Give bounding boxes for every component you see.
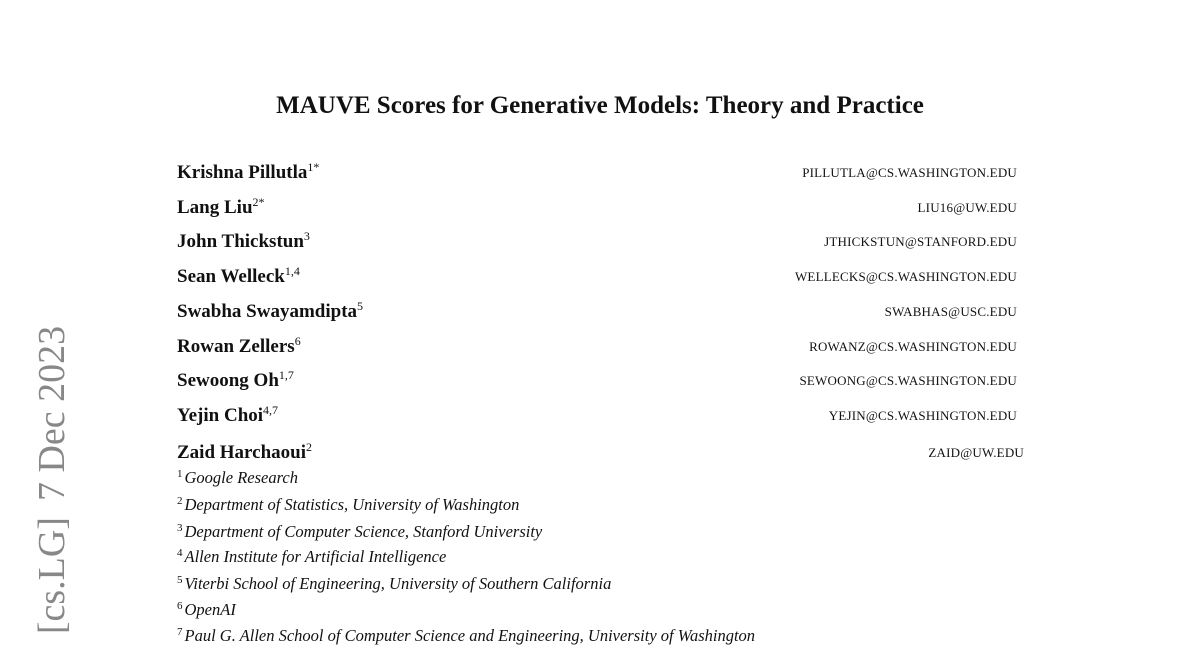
author-affiliation-marker: 1,7 <box>278 368 294 382</box>
author-row <box>177 440 1024 470</box>
author-affiliation-marker: 1* <box>307 160 320 174</box>
affiliation <box>177 522 542 542</box>
author-name-text: Sean Welleck <box>177 266 285 287</box>
author-affiliation-marker: 2 <box>305 440 312 454</box>
affiliation-number: 4 <box>177 547 183 559</box>
author-name <box>177 229 310 253</box>
arxiv-date: 7 Dec 2023 <box>31 325 73 502</box>
author-name-text: Lang Liu <box>177 197 253 218</box>
author-email: LIU16@UW.EDU <box>917 200 1017 215</box>
affiliation-text: OpenAI <box>184 600 236 619</box>
author-affiliation-marker: 3 <box>303 229 310 243</box>
author-affiliation-marker: 4,7 <box>263 403 279 417</box>
author-email: ZAID@UW.EDU <box>928 445 1024 460</box>
author-name <box>177 440 312 464</box>
affiliation-text: Viterbi School of Engineering, University of Southern California <box>184 574 612 593</box>
affiliation-number: 7 <box>177 626 183 638</box>
affiliation-number: 3 <box>177 522 183 534</box>
author-affiliation-marker: 2* <box>252 195 265 209</box>
arxiv-stamp <box>30 318 74 642</box>
author-email: YEJIN@CS.WASHINGTON.EDU <box>828 408 1017 423</box>
affiliation-number: 1 <box>177 468 183 480</box>
author-email: JTHICKSTUN@STANFORD.EDU <box>824 234 1017 249</box>
affiliation <box>177 495 519 515</box>
author-name <box>177 334 301 358</box>
author-affiliation-marker: 1,4 <box>284 264 300 278</box>
affiliation <box>177 626 755 646</box>
affiliation-text: Paul G. Allen School of Computer Science and Engineering, University of Washington <box>184 626 756 645</box>
author-name-text: Sewoong Oh <box>177 370 279 391</box>
affiliation <box>177 600 236 620</box>
author-name-text: Rowan Zellers <box>177 336 295 357</box>
author-name <box>177 403 278 427</box>
author-name-text: Zaid Harchaoui <box>177 442 306 463</box>
author-row <box>177 403 1017 433</box>
author-affiliation-marker: 6 <box>294 334 301 348</box>
author-name <box>177 264 300 288</box>
author-row <box>177 299 1017 329</box>
affiliation-text: Google Research <box>184 468 298 487</box>
author-row <box>177 195 1017 225</box>
affiliation-number: 6 <box>177 600 183 612</box>
author-name <box>177 160 319 184</box>
affiliation-number: 5 <box>177 574 183 586</box>
arxiv-category: [cs.LG] <box>31 517 73 635</box>
author-email: PILLUTLA@CS.WASHINGTON.EDU <box>802 165 1017 180</box>
author-name <box>177 195 265 219</box>
affiliation-text: Allen Institute for Artificial Intelligence <box>184 547 447 566</box>
author-email: SWABHAS@USC.EDU <box>884 304 1017 319</box>
affiliation-number: 2 <box>177 495 183 507</box>
affiliation-text: Department of Statistics, University of Washington <box>184 495 520 514</box>
author-name-text: Swabha Swayamdipta <box>177 301 358 322</box>
author-name-text: Yejin Choi <box>177 405 264 426</box>
author-name-text: Krishna Pillutla <box>177 162 308 183</box>
affiliation <box>177 468 298 488</box>
author-row <box>177 334 1017 364</box>
author-row <box>177 229 1017 259</box>
affiliation <box>177 547 446 567</box>
author-row <box>177 160 1017 190</box>
author-email: ROWANZ@CS.WASHINGTON.EDU <box>809 339 1017 354</box>
author-row <box>177 264 1017 294</box>
paper-title: MAUVE Scores for Generative Models: Theory and Practice <box>276 92 924 119</box>
author-row <box>177 368 1017 398</box>
author-email: SEWOONG@CS.WASHINGTON.EDU <box>799 373 1017 388</box>
author-name-text: John Thickstun <box>177 231 304 252</box>
author-name <box>177 368 294 392</box>
author-affiliation-marker: 5 <box>357 299 364 313</box>
author-name <box>177 299 363 323</box>
affiliation <box>177 574 611 594</box>
affiliation-text: Department of Computer Science, Stanford University <box>184 522 543 541</box>
author-email: WELLECKS@CS.WASHINGTON.EDU <box>794 269 1017 284</box>
